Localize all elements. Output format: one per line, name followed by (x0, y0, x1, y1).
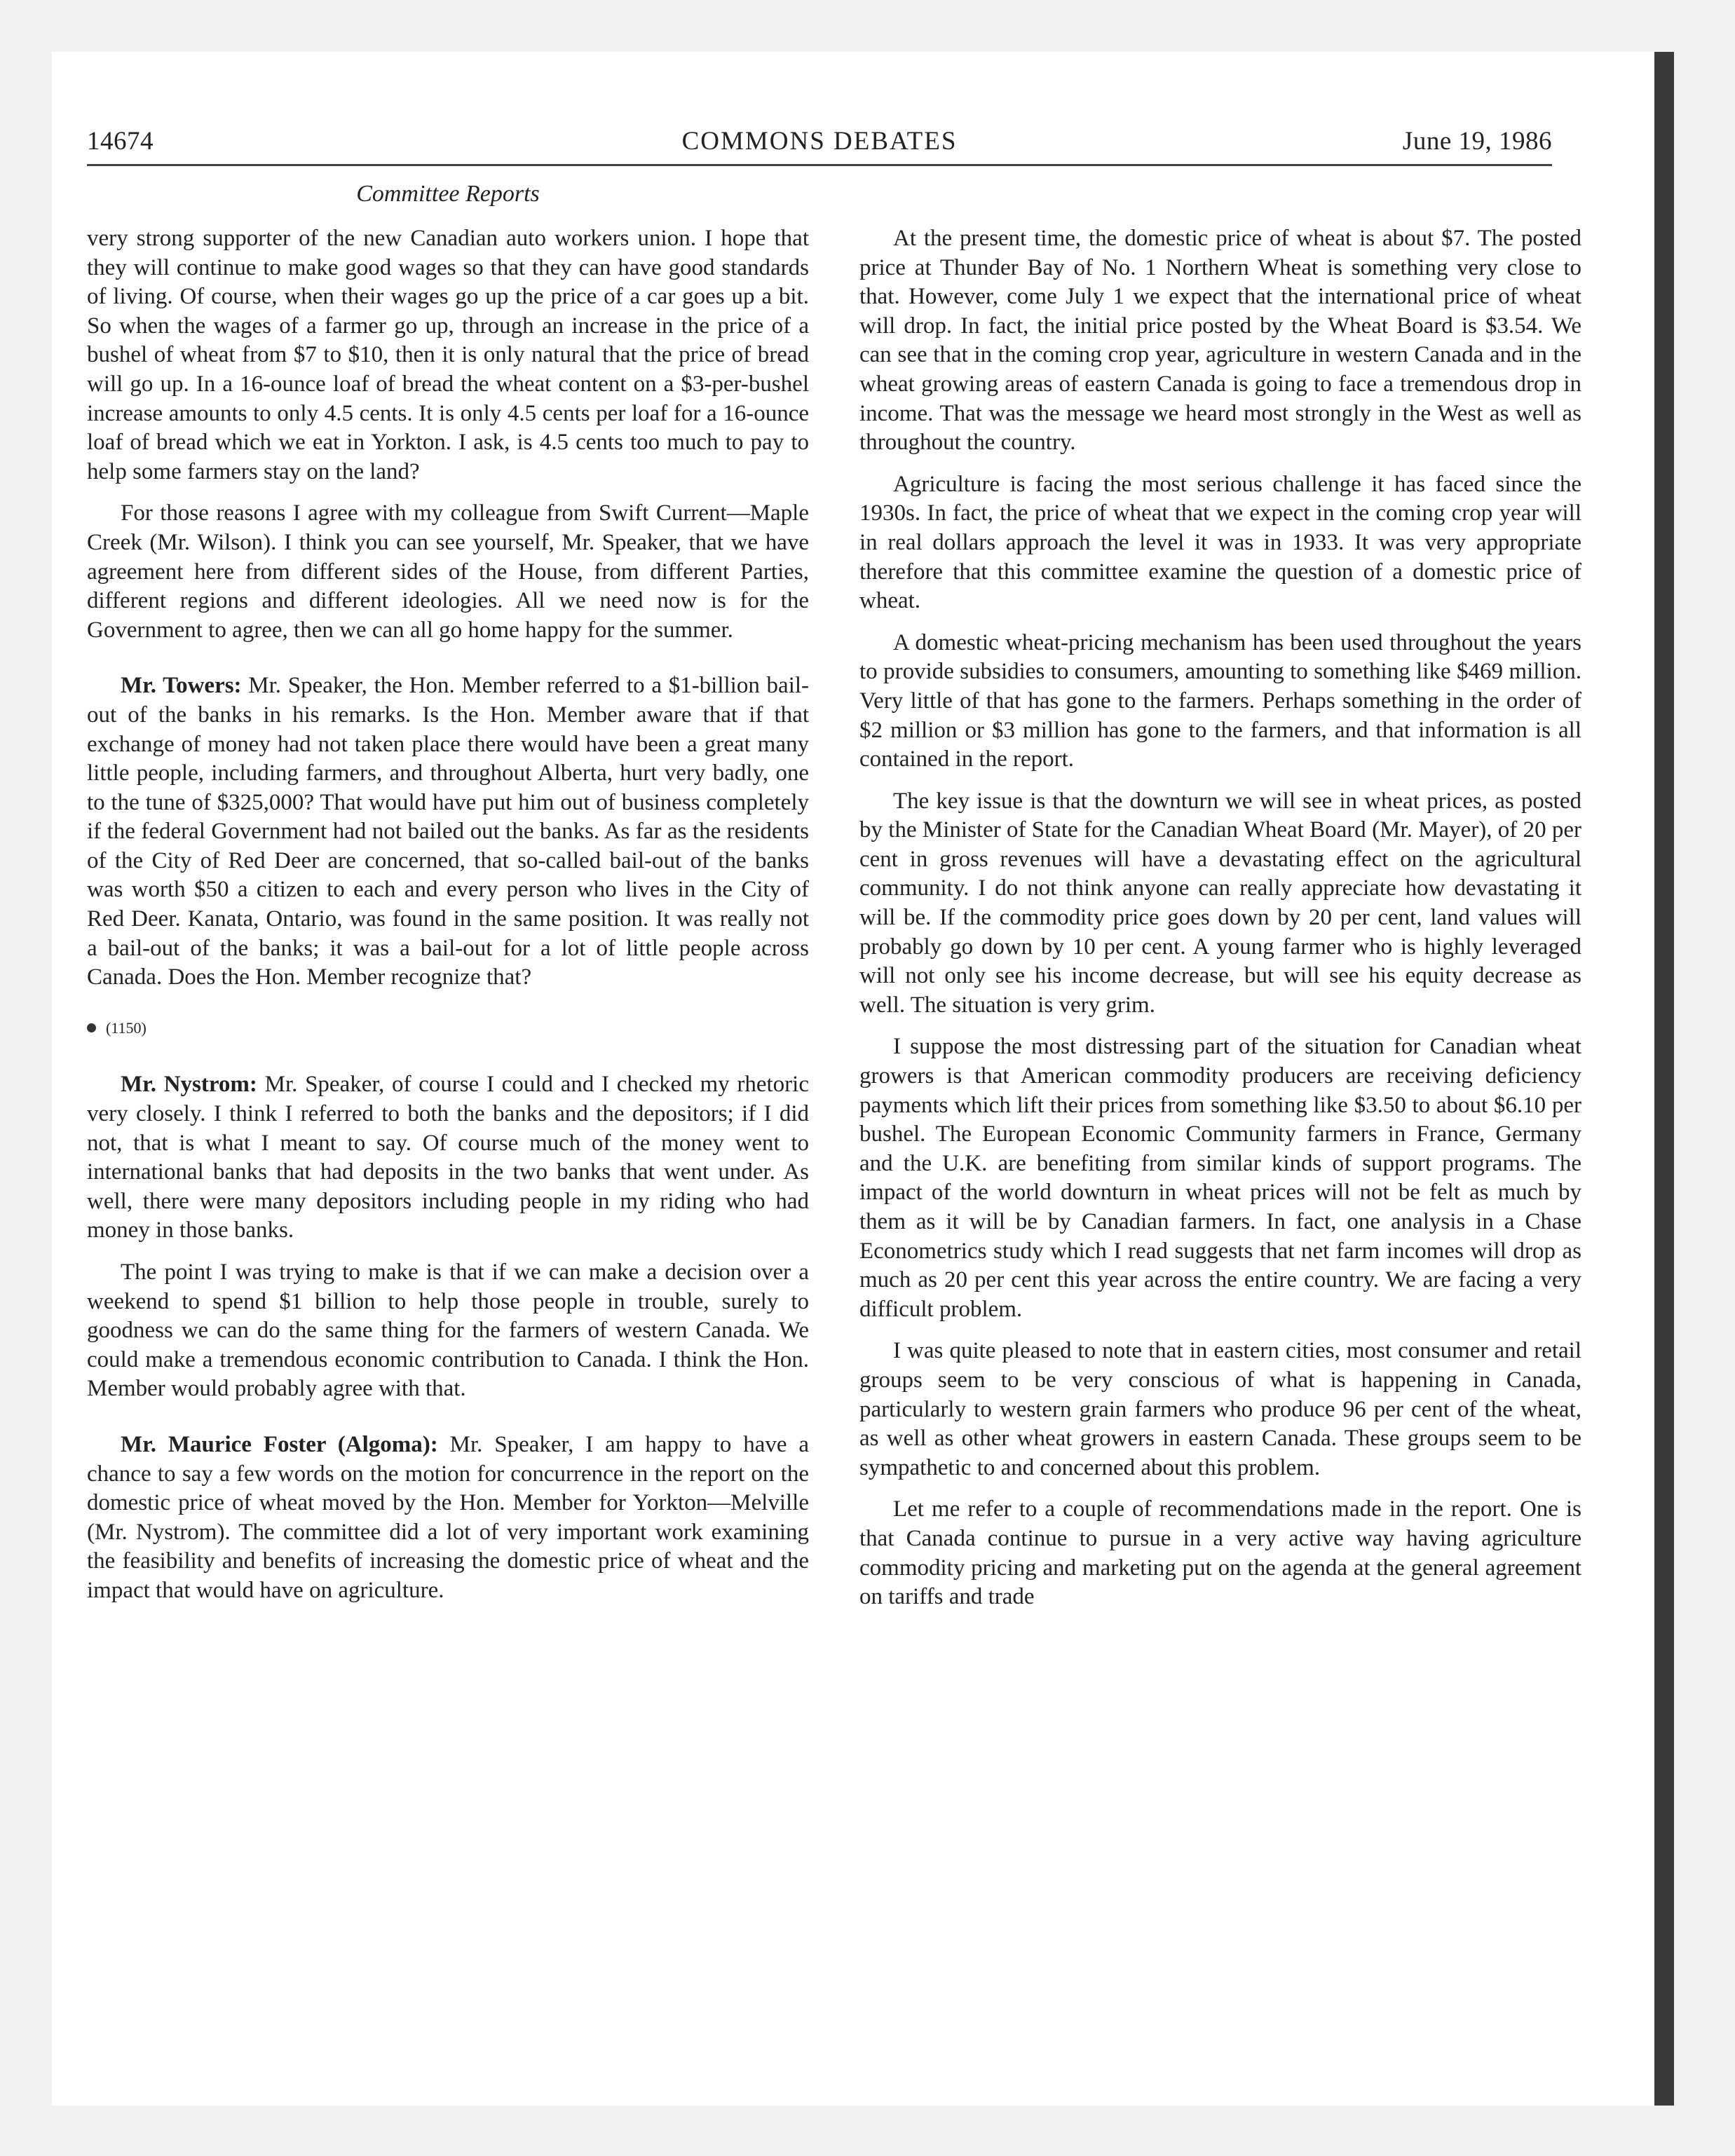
page-date: June 19, 1986 (1402, 127, 1552, 156)
publication-title: COMMONS DEBATES (681, 127, 958, 156)
timestamp-text: (1150) (106, 1018, 147, 1037)
bullet-icon (87, 1023, 96, 1032)
paragraph: At the present time, the domestic price of wheat is about $7. The posted price at Thunder Bay of No. 1 Northern Wheat is something very close to that. However, come July 1 we expect that the international price of wheat will drop. In fact, the initial price posted by the Wheat Board is $3.54. We can see that in the coming crop year, agriculture in western Canada and in the wheat growing areas of eastern Canada is going to face a tremendous drop in income. That was the message we heard most strongly in the West as well as throughout the country. (859, 226, 1581, 456)
paragraph: I suppose the most distressing part of the situation for Canadian wheat growers is that American commodity producers are receiving deficiency payments which lift their prices from something like $3.50 to about $6.10 per bushel. The European Economic Community farmers in France, Germany and the U.K. are benefiting from similar kinds of support programs. The impact of the world downturn in wheat prices will not be felt as much by them as it will be by Canadian farmers. In fact, one analysis in a Chase Econometrics study which I read suggests that net farm incomes will drop as much as 20 per cent this year across the entire country. We are facing a very difficult problem. (859, 1034, 1581, 1322)
speech-paragraph (87, 1431, 809, 1606)
paragraph: A domestic wheat-pricing mechanism has been used throughout the years to provide subsidies to consumers, amounting to something like $469 million. Very little of that has gone to the farmers. Perhaps something in the order of $2 million or $3 million has gone to the farmers, and that information is all contained in the report. (859, 629, 1581, 772)
page-header (87, 126, 1552, 163)
paragraph: The key issue is that the downturn we will see in wheat prices, as posted by the Minister of State for the Canadian Wheat Board (Mr. Mayer), of 20 per cent in gross revenues will have a devastating effect on the agricultural community. I do not think anyone can really appreciate how devastating it will be. If the commodity price goes down by 20 per cent, land values will probably go down by 10 per cent. A young farmer who is highly leveraged will not only see his income decrease, but will see his equity decrease as well. The situation is very grim. (859, 788, 1581, 1018)
speech-text: Mr. Speaker, the Hon. Member referred to a $1-billion bail-out of the banks in his remarks. Is the Hon. Member aware that if that exchange of money had not taken place there would have been a great many little people, including farmers, and throughout Alberta, hurt very badly, one to the tune of $325,000? That would have put him out of business completely if the federal Government had not bailed out the banks. As far as the residents of the City of Red Deer are concerned, that so-called bail-out of the banks was worth $50 a citizen to each and every person who lives in the City of Red Deer. Kanata, Ontario, was found in the same position. It was really not a bail-out of the banks; it was a bail-out for a lot of little people across Canada. Does the Hon. Member recognize that? (87, 673, 810, 990)
paragraph: The point I was trying to make is that if we can make a decision over a weekend to spend $1 billion to help those people in trouble, surely to goodness we can do the same thing for the farmers of western Canada. We could make a tremendous economic contribution to Canada. I think the Hon. Member would probably agree with that. (87, 1260, 809, 1402)
speech-text: Mr. Speaker, of course I could and I checked my rhetoric very closely. I think I referred to both the banks and the depositors; if I did not, that is what I meant to say. Of course much of the money went to international banks that had deposits in the two banks that went under. As well, there were many depositors including people in my riding who had money in those banks. (87, 1072, 809, 1243)
speaker-name: Mr. Towers: (121, 673, 242, 699)
paragraph: very strong supporter of the new Canadian auto workers union. I hope that they will continue to make good wages so that they can have good standards of living. Of course, when their wages go up the price of a car goes up a bit. So when the wages of a farmer go up, through an increase in the price of a bushel of wheat from $7 to $10, then it is only natural that the price of bread will go up. In a 16-ounce loaf of bread the wheat content on a $3-per-bushel increase amounts to only 4.5 cents. It is only 4.5 cents per loaf for a 16-ounce loaf of bread which we eat in Yorkton. I ask, is 4.5 cents too much to pay to help some farmers stay on the land? (87, 226, 809, 484)
timestamp-marker (87, 1014, 809, 1043)
page-number: 14674 (87, 127, 154, 156)
section-title: Committee Reports (356, 181, 540, 207)
paragraph: For those reasons I agree with my colleague from Swift Current—Maple Creek (Mr. Wilson). I think you can see yourself, Mr. Speaker, that we have agreement here from different sides of the House, from different Parties, different regions and different ideologies. All we need now is for the Government to agree, then we can all go home happy for the summer. (87, 500, 809, 643)
speaker-name: Mr. Nystrom: (121, 1072, 257, 1098)
speech-paragraph (87, 1070, 809, 1246)
binding-edge (1654, 52, 1674, 2106)
speech-paragraph (87, 671, 809, 992)
left-column (87, 224, 809, 1618)
header-rule (87, 164, 1552, 166)
speaker-name: Mr. Maurice Foster (Algoma): (121, 1431, 438, 1457)
right-column (859, 224, 1581, 1625)
paragraph: Let me refer to a couple of recommendations made in the report. One is that Canada continue to pursue in a very active way having agriculture commodity pricing and marketing put on the agenda at the general agreement on tariffs and trade (859, 1496, 1581, 1610)
paragraph: Agriculture is facing the most serious challenge it has faced since the 1930s. In fact, the price of wheat that we expect in the coming crop year will in real dollars approach the level it was in 1933. It was very appropriate therefore that this committee examine the question of a domestic price of wheat. (859, 471, 1581, 614)
speech-text: Mr. Speaker, I am happy to have a chance to say a few words on the motion for concurrence in the report on the domestic price of wheat moved by the Hon. Member for Yorkton—Melville (Mr. Nystrom). The committee did a lot of very important work examining the feasibility and benefits of increasing the domestic price of wheat and the impact that would have on agriculture. (87, 1431, 809, 1603)
paragraph: I was quite pleased to note that in eastern cities, most consumer and retail groups seem to be very conscious of what is happening in Canada, particularly to western grain farmers who produce 96 per cent of the wheat, as well as other wheat growers in eastern Canada. These groups seem to be sympathetic to and concerned about this problem. (859, 1338, 1581, 1480)
